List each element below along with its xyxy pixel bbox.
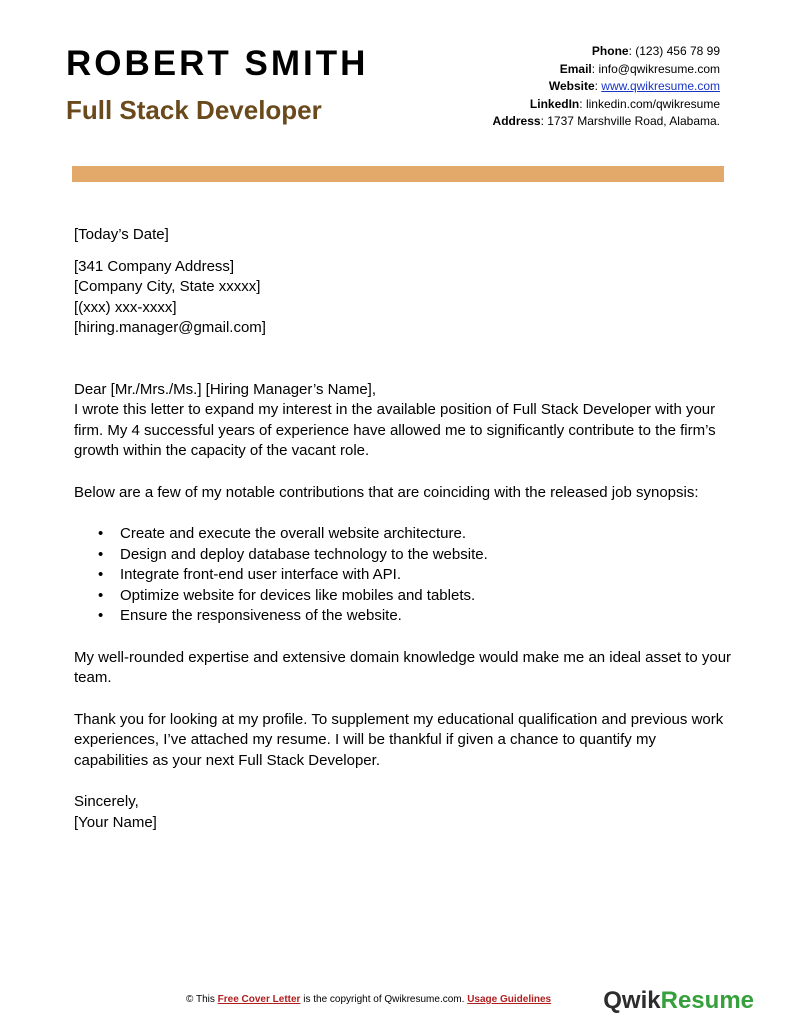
contributions-list bbox=[74, 524, 734, 627]
list-item: • Design and deploy database technology to the website. bbox=[120, 545, 734, 566]
applicant-name: ROBERT SMITH bbox=[66, 44, 369, 83]
contact-phone: Phone: (123) 456 78 99 bbox=[591, 44, 720, 58]
signature: [Your Name] bbox=[74, 813, 157, 831]
recipient-line: [Company City, State xxxxx] bbox=[74, 278, 261, 295]
recipient-line: [341 Company Address] bbox=[74, 257, 235, 275]
contact-email: Email: info@qwikresume.com bbox=[559, 61, 720, 76]
paragraph-thanks: Thank you for looking at my profile. To supplement my educational qualification and previous work experiences, I’ve attached my resume. I will be thankful if given a chance to quantify my capabilities as your next Full Stack Developer. bbox=[74, 710, 724, 769]
free-cover-letter-link[interactable]: Free Cover Letter bbox=[217, 994, 301, 1005]
list-item: • Optimize website for devices like mobiles and tablets. bbox=[120, 586, 734, 607]
list-item: • Ensure the responsiveness of the website. bbox=[120, 606, 734, 627]
paragraph-contributions: Below are a few of my notable contributions that are coinciding with the released job synopsis: bbox=[74, 483, 699, 501]
usage-guidelines-link[interactable]: Usage Guidelines bbox=[467, 994, 552, 1005]
paragraph-intro: I wrote this letter to expand my interest in the available position of Full Stack Developer with your firm. My 4 successful years of experience have allowed me to significantly contribute to the firm’s growth within the capacity of the vacant role. bbox=[74, 401, 716, 459]
paragraph-expertise: My well-rounded expertise and extensive domain knowledge would make me an ideal asset to your team. bbox=[74, 648, 732, 686]
contact-linkedin: LinkedIn: linkedin.com/qwikresume bbox=[529, 96, 720, 111]
copyright-footer: © This Free Cover Letter is the copyright of Qwikresume.com. Usage Guidelines bbox=[186, 994, 552, 1005]
closing: Sincerely, bbox=[74, 793, 139, 810]
header-divider bbox=[72, 166, 724, 182]
contact-website: Website: www.qwikresume.com bbox=[548, 79, 720, 93]
website-link[interactable]: www.qwikresume.com bbox=[601, 79, 720, 93]
recipient-line: [(xxx) xxx-xxxx] bbox=[74, 298, 177, 316]
list-item: • Integrate front-end user interface with API. bbox=[120, 565, 734, 586]
list-item: • Create and execute the overall website architecture. bbox=[120, 524, 734, 545]
contact-address: Address: 1737 Marshville Road, Alabama. bbox=[492, 114, 720, 128]
contact-block bbox=[493, 43, 720, 131]
recipient-line: [hiring.manager@gmail.com] bbox=[74, 319, 266, 336]
letter-date: [Today’s Date] bbox=[74, 226, 169, 243]
job-title: Full Stack Developer bbox=[66, 95, 322, 125]
salutation: Dear [Mr./Mrs./Ms.] [Hiring Manager’s Name], bbox=[74, 380, 377, 398]
qwikresume-logo: QwikResume bbox=[603, 987, 754, 1014]
letter-body bbox=[74, 225, 734, 833]
